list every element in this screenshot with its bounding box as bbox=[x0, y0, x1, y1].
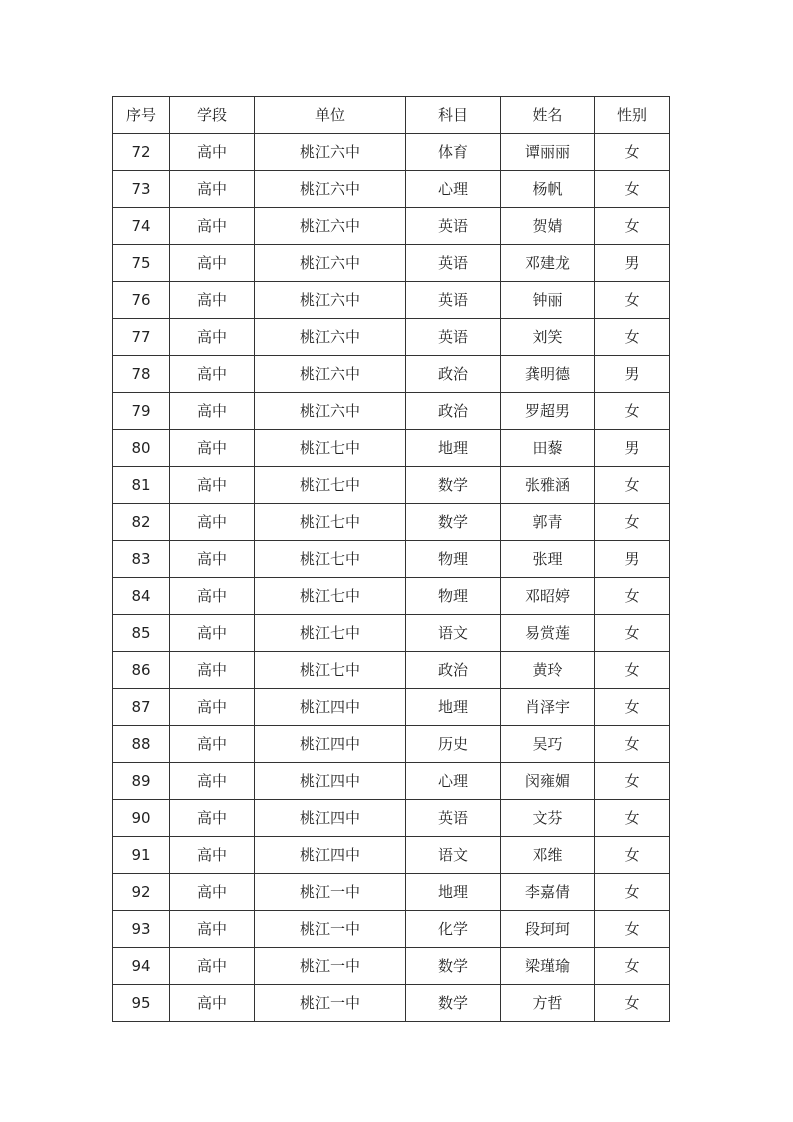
cell-school-stage: 高中 bbox=[170, 282, 255, 319]
cell-school-stage: 高中 bbox=[170, 319, 255, 356]
table-row bbox=[113, 282, 670, 319]
cell-subject: 英语 bbox=[406, 800, 501, 837]
cell-serial-number: 72 bbox=[113, 134, 170, 171]
cell-gender: 男 bbox=[595, 541, 670, 578]
cell-school-stage: 高中 bbox=[170, 837, 255, 874]
cell-school-stage: 高中 bbox=[170, 615, 255, 652]
cell-subject: 数学 bbox=[406, 985, 501, 1022]
cell-gender: 男 bbox=[595, 430, 670, 467]
cell-name: 黄玲 bbox=[501, 652, 595, 689]
table-row bbox=[113, 985, 670, 1022]
cell-name: 谭丽丽 bbox=[501, 134, 595, 171]
table-row bbox=[113, 171, 670, 208]
table-row bbox=[113, 504, 670, 541]
cell-serial-number: 89 bbox=[113, 763, 170, 800]
cell-gender: 女 bbox=[595, 763, 670, 800]
cell-unit: 桃江四中 bbox=[255, 726, 406, 763]
cell-name: 李嘉倩 bbox=[501, 874, 595, 911]
cell-name: 邓维 bbox=[501, 837, 595, 874]
cell-gender: 女 bbox=[595, 171, 670, 208]
cell-gender: 女 bbox=[595, 985, 670, 1022]
cell-serial-number: 87 bbox=[113, 689, 170, 726]
cell-subject: 政治 bbox=[406, 652, 501, 689]
cell-name: 闵雍媚 bbox=[501, 763, 595, 800]
cell-name: 田藜 bbox=[501, 430, 595, 467]
cell-unit: 桃江一中 bbox=[255, 874, 406, 911]
cell-subject: 英语 bbox=[406, 282, 501, 319]
cell-unit: 桃江四中 bbox=[255, 689, 406, 726]
header-unit: 单位 bbox=[255, 97, 406, 134]
cell-school-stage: 高中 bbox=[170, 393, 255, 430]
cell-serial-number: 91 bbox=[113, 837, 170, 874]
cell-name: 龚明德 bbox=[501, 356, 595, 393]
cell-subject: 体育 bbox=[406, 134, 501, 171]
cell-subject: 语文 bbox=[406, 837, 501, 874]
cell-unit: 桃江七中 bbox=[255, 615, 406, 652]
cell-school-stage: 高中 bbox=[170, 541, 255, 578]
roster-table bbox=[112, 96, 670, 1022]
cell-unit: 桃江七中 bbox=[255, 652, 406, 689]
cell-gender: 女 bbox=[595, 689, 670, 726]
cell-name: 罗超男 bbox=[501, 393, 595, 430]
cell-school-stage: 高中 bbox=[170, 245, 255, 282]
table-row bbox=[113, 948, 670, 985]
cell-name: 梁瑾瑜 bbox=[501, 948, 595, 985]
cell-school-stage: 高中 bbox=[170, 911, 255, 948]
cell-unit: 桃江七中 bbox=[255, 578, 406, 615]
cell-gender: 女 bbox=[595, 615, 670, 652]
cell-serial-number: 88 bbox=[113, 726, 170, 763]
header-row bbox=[113, 97, 670, 134]
table-row bbox=[113, 319, 670, 356]
cell-subject: 政治 bbox=[406, 356, 501, 393]
cell-school-stage: 高中 bbox=[170, 689, 255, 726]
cell-subject: 心理 bbox=[406, 171, 501, 208]
cell-gender: 女 bbox=[595, 837, 670, 874]
cell-name: 张雅涵 bbox=[501, 467, 595, 504]
table-row bbox=[113, 541, 670, 578]
cell-gender: 女 bbox=[595, 319, 670, 356]
table-row bbox=[113, 430, 670, 467]
cell-school-stage: 高中 bbox=[170, 134, 255, 171]
cell-subject: 英语 bbox=[406, 208, 501, 245]
cell-serial-number: 74 bbox=[113, 208, 170, 245]
cell-name: 吴巧 bbox=[501, 726, 595, 763]
cell-serial-number: 92 bbox=[113, 874, 170, 911]
cell-subject: 物理 bbox=[406, 541, 501, 578]
cell-gender: 女 bbox=[595, 726, 670, 763]
cell-school-stage: 高中 bbox=[170, 208, 255, 245]
cell-gender: 女 bbox=[595, 948, 670, 985]
table-row bbox=[113, 467, 670, 504]
cell-name: 张理 bbox=[501, 541, 595, 578]
cell-school-stage: 高中 bbox=[170, 726, 255, 763]
cell-school-stage: 高中 bbox=[170, 948, 255, 985]
cell-name: 郭青 bbox=[501, 504, 595, 541]
cell-name: 邓昭婷 bbox=[501, 578, 595, 615]
table-row bbox=[113, 245, 670, 282]
table-header bbox=[113, 97, 670, 134]
cell-gender: 女 bbox=[595, 134, 670, 171]
cell-unit: 桃江四中 bbox=[255, 763, 406, 800]
cell-school-stage: 高中 bbox=[170, 356, 255, 393]
cell-name: 文芬 bbox=[501, 800, 595, 837]
cell-name: 钟丽 bbox=[501, 282, 595, 319]
cell-gender: 女 bbox=[595, 578, 670, 615]
header-name: 姓名 bbox=[501, 97, 595, 134]
cell-name: 肖泽宇 bbox=[501, 689, 595, 726]
table-row bbox=[113, 578, 670, 615]
cell-subject: 英语 bbox=[406, 245, 501, 282]
cell-serial-number: 93 bbox=[113, 911, 170, 948]
cell-school-stage: 高中 bbox=[170, 467, 255, 504]
cell-serial-number: 76 bbox=[113, 282, 170, 319]
cell-unit: 桃江七中 bbox=[255, 430, 406, 467]
table-row bbox=[113, 615, 670, 652]
table-row bbox=[113, 874, 670, 911]
cell-serial-number: 94 bbox=[113, 948, 170, 985]
cell-serial-number: 81 bbox=[113, 467, 170, 504]
cell-unit: 桃江六中 bbox=[255, 282, 406, 319]
cell-gender: 女 bbox=[595, 911, 670, 948]
cell-gender: 女 bbox=[595, 874, 670, 911]
cell-subject: 地理 bbox=[406, 430, 501, 467]
cell-unit: 桃江六中 bbox=[255, 208, 406, 245]
cell-gender: 女 bbox=[595, 393, 670, 430]
cell-gender: 男 bbox=[595, 356, 670, 393]
header-gender: 性别 bbox=[595, 97, 670, 134]
table-row bbox=[113, 763, 670, 800]
table-row bbox=[113, 356, 670, 393]
cell-serial-number: 78 bbox=[113, 356, 170, 393]
cell-name: 邓建龙 bbox=[501, 245, 595, 282]
cell-subject: 地理 bbox=[406, 874, 501, 911]
cell-unit: 桃江六中 bbox=[255, 393, 406, 430]
cell-subject: 地理 bbox=[406, 689, 501, 726]
cell-gender: 女 bbox=[595, 208, 670, 245]
cell-school-stage: 高中 bbox=[170, 578, 255, 615]
header-school-stage: 学段 bbox=[170, 97, 255, 134]
header-subject: 科目 bbox=[406, 97, 501, 134]
cell-name: 段珂珂 bbox=[501, 911, 595, 948]
header-serial-number: 序号 bbox=[113, 97, 170, 134]
cell-gender: 女 bbox=[595, 467, 670, 504]
cell-name: 刘笑 bbox=[501, 319, 595, 356]
cell-unit: 桃江七中 bbox=[255, 467, 406, 504]
cell-unit: 桃江六中 bbox=[255, 319, 406, 356]
cell-serial-number: 83 bbox=[113, 541, 170, 578]
cell-name: 易赏莲 bbox=[501, 615, 595, 652]
table-row bbox=[113, 393, 670, 430]
cell-serial-number: 95 bbox=[113, 985, 170, 1022]
table-row bbox=[113, 726, 670, 763]
cell-subject: 数学 bbox=[406, 504, 501, 541]
cell-subject: 语文 bbox=[406, 615, 501, 652]
table-row bbox=[113, 134, 670, 171]
cell-subject: 历史 bbox=[406, 726, 501, 763]
table-row bbox=[113, 800, 670, 837]
cell-unit: 桃江四中 bbox=[255, 800, 406, 837]
cell-serial-number: 73 bbox=[113, 171, 170, 208]
table-row bbox=[113, 911, 670, 948]
cell-unit: 桃江一中 bbox=[255, 985, 406, 1022]
cell-school-stage: 高中 bbox=[170, 430, 255, 467]
cell-school-stage: 高中 bbox=[170, 171, 255, 208]
cell-subject: 数学 bbox=[406, 948, 501, 985]
cell-subject: 英语 bbox=[406, 319, 501, 356]
cell-unit: 桃江六中 bbox=[255, 134, 406, 171]
cell-gender: 女 bbox=[595, 282, 670, 319]
cell-unit: 桃江六中 bbox=[255, 356, 406, 393]
cell-unit: 桃江六中 bbox=[255, 171, 406, 208]
cell-name: 杨帆 bbox=[501, 171, 595, 208]
table-row bbox=[113, 652, 670, 689]
table-row bbox=[113, 837, 670, 874]
cell-serial-number: 77 bbox=[113, 319, 170, 356]
table-row bbox=[113, 208, 670, 245]
cell-serial-number: 85 bbox=[113, 615, 170, 652]
table-body bbox=[113, 134, 670, 1022]
cell-name: 贺婧 bbox=[501, 208, 595, 245]
cell-unit: 桃江七中 bbox=[255, 541, 406, 578]
cell-school-stage: 高中 bbox=[170, 985, 255, 1022]
cell-gender: 女 bbox=[595, 652, 670, 689]
cell-school-stage: 高中 bbox=[170, 652, 255, 689]
cell-subject: 物理 bbox=[406, 578, 501, 615]
cell-subject: 化学 bbox=[406, 911, 501, 948]
cell-school-stage: 高中 bbox=[170, 800, 255, 837]
cell-serial-number: 80 bbox=[113, 430, 170, 467]
cell-subject: 政治 bbox=[406, 393, 501, 430]
table-row bbox=[113, 689, 670, 726]
cell-unit: 桃江七中 bbox=[255, 504, 406, 541]
cell-gender: 男 bbox=[595, 245, 670, 282]
cell-serial-number: 90 bbox=[113, 800, 170, 837]
cell-serial-number: 84 bbox=[113, 578, 170, 615]
cell-subject: 数学 bbox=[406, 467, 501, 504]
cell-unit: 桃江四中 bbox=[255, 837, 406, 874]
cell-serial-number: 79 bbox=[113, 393, 170, 430]
cell-serial-number: 86 bbox=[113, 652, 170, 689]
cell-school-stage: 高中 bbox=[170, 504, 255, 541]
cell-school-stage: 高中 bbox=[170, 763, 255, 800]
cell-gender: 女 bbox=[595, 800, 670, 837]
cell-serial-number: 75 bbox=[113, 245, 170, 282]
cell-unit: 桃江一中 bbox=[255, 948, 406, 985]
cell-serial-number: 82 bbox=[113, 504, 170, 541]
cell-subject: 心理 bbox=[406, 763, 501, 800]
cell-school-stage: 高中 bbox=[170, 874, 255, 911]
cell-name: 方哲 bbox=[501, 985, 595, 1022]
cell-gender: 女 bbox=[595, 504, 670, 541]
cell-unit: 桃江六中 bbox=[255, 245, 406, 282]
cell-unit: 桃江一中 bbox=[255, 911, 406, 948]
